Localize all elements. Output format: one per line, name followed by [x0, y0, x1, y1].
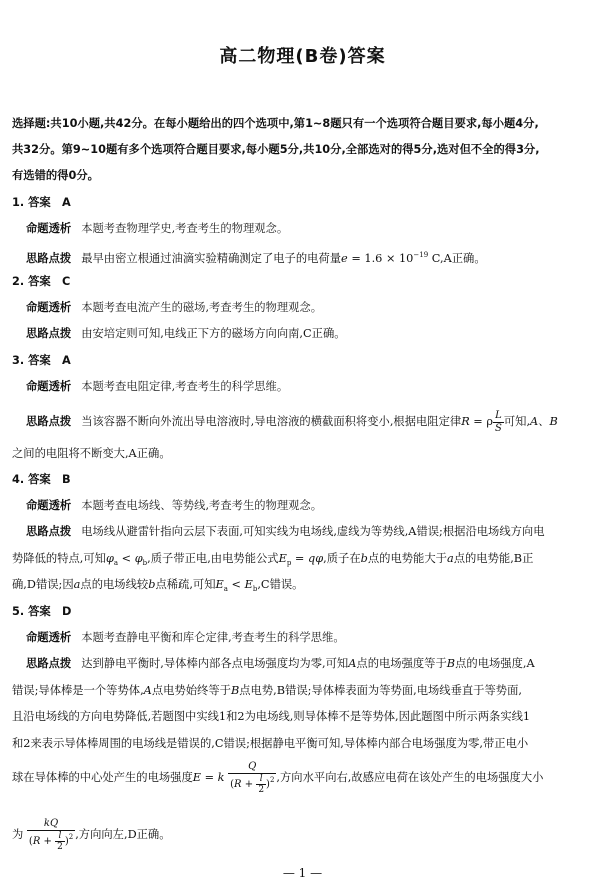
fraction-numerator-kq: kQ: [43, 818, 59, 829]
q4-analysis-text: 本题考查电场线、等势线,考查考生的物理观念。: [81, 499, 323, 512]
q3-hint: [26, 408, 558, 436]
l-symbol: l: [259, 774, 263, 784]
half-l-fraction: [256, 774, 266, 795]
analysis-label: 命题透析: [26, 222, 72, 235]
r-symbol: R: [32, 836, 41, 847]
less-than: <: [227, 578, 245, 591]
q4-l2d: 点的电势能大于: [367, 552, 447, 565]
q1-analysis-text: 本题考查物理学史,考查考生的物理观念。: [81, 222, 289, 235]
q1-answer: 1. 答案 A: [12, 196, 71, 209]
intro-line-2: 共32分。第9~10题有多个选项符合题目要求,每小题5分,共10分,全部选对的得5分,选对但不全的得3分,: [12, 143, 540, 156]
square-exponent: 2: [68, 833, 74, 841]
sub-a: a: [113, 559, 119, 567]
q5-l1c: 点的电场强度,A: [455, 657, 535, 670]
e-symbol: E: [192, 771, 202, 784]
point-b: b: [360, 552, 368, 565]
e-symbol: E: [244, 578, 253, 591]
q5-l6b: ,方向向左,D正确。: [75, 828, 171, 841]
e-symbol: E: [215, 578, 224, 591]
q3-sep: 、: [538, 415, 550, 428]
q2-analysis-text: 本题考查电流产生的磁场,考查考生的物理观念。: [81, 301, 323, 314]
hint-label: 思路点拨: [26, 525, 72, 538]
two: 2: [258, 785, 265, 795]
q5-l5b: ,方向水平向右,故感应电荷在该处产生的电场强度大小: [276, 771, 544, 784]
q5-l2c: 点电势,B错误;导体棒表面为等势面,电场线垂直于等势面,: [239, 684, 522, 697]
phi-symbol: φ: [315, 552, 324, 565]
q5-l6a: 为: [12, 828, 24, 841]
q5-l5a: 球在导体棒的中心处产生的电场强度: [12, 771, 193, 784]
analysis-label: 命题透析: [26, 499, 72, 512]
q1-hint-b: C,A正确。: [428, 252, 486, 265]
q3-point-b: B: [549, 415, 558, 428]
hint-label: 思路点拨: [26, 327, 72, 340]
sub-b: b: [142, 559, 148, 567]
q3-hint-rho: = ρ: [469, 415, 493, 428]
page-number: — 1 —: [282, 866, 323, 880]
field-fraction: [228, 761, 276, 795]
fraction-numerator-l: L: [495, 409, 502, 421]
q5-l1b: 点的电场强度等于: [356, 657, 447, 670]
hint-label: 思路点拨: [26, 415, 72, 428]
sub-a: a: [223, 585, 228, 593]
point-a: a: [73, 578, 81, 591]
hint-label: 思路点拨: [26, 657, 72, 670]
q4-l1: 电场线从避雷针指向云层下表面,可知实线为电场线,虚线为等势线,A错误;根据沿电场线方向电: [81, 525, 545, 538]
induced-field-fraction: [27, 818, 75, 852]
q5-hint-6: [12, 818, 171, 852]
q3-hint-a: 当该容器不断向外流出导电溶液时,导电溶液的横截面积将变小,根据电阻定律: [81, 415, 462, 428]
intro-line-3: 有选错的得0分。: [12, 169, 99, 182]
q4-l3c: 点稀疏,可知: [155, 578, 216, 591]
q1-analysis: [26, 222, 288, 236]
point-a: A: [143, 684, 152, 697]
q5-analysis: [26, 631, 345, 645]
q4-l3b: 点的电场线较: [80, 578, 149, 591]
q4-l2e: 点的电势能,B正: [453, 552, 534, 565]
r-symbol: R: [234, 779, 242, 790]
sub-p: p: [286, 559, 292, 567]
point-b: b: [148, 578, 156, 591]
hint-label: 思路点拨: [26, 252, 72, 265]
point-a: a: [446, 552, 454, 565]
equals: =: [291, 552, 308, 565]
point-b: B: [230, 684, 240, 697]
q5-l2b: 点电势始终等于: [151, 684, 231, 697]
q4-l2b: ,质子带正电,由电势能公式: [147, 552, 279, 565]
q5-hint-4: 和2来表示导体棒周围的电场线是错误的,C错误;根据静电平衡可知,导体棒内部合电场强度为零,带正电小: [12, 737, 529, 750]
page-title: 高二物理(B卷)答案: [219, 46, 386, 67]
phi-symbol: φ: [134, 552, 143, 565]
l-symbol: l: [58, 831, 62, 841]
q5-hint-5: [12, 761, 543, 795]
q4-answer: 4. 答案 B: [12, 473, 71, 486]
q1-hint: [26, 248, 486, 266]
q1-hint-e: e: [341, 252, 348, 265]
q1-hint-exp: −19: [413, 251, 429, 259]
less-than: <: [118, 552, 135, 565]
plus: +: [40, 836, 56, 847]
q4-l2a: 势降低的特点,可知: [12, 552, 106, 565]
e-symbol: E: [278, 552, 287, 565]
analysis-label: 命题透析: [26, 301, 72, 314]
k-symbol: k: [217, 771, 225, 784]
resistance-fraction: [493, 410, 504, 435]
equals: =: [201, 771, 218, 784]
two: 2: [57, 842, 63, 852]
q5-hint-1: [26, 657, 535, 671]
intro-line-1: 选择题:共10小题,共42分。在每小题给出的四个选项中,第1~8题只有一个选项符合题目要求,每小题4分,: [12, 117, 539, 130]
q3-hint-b: 可知,: [503, 415, 531, 428]
analysis-label: 命题透析: [26, 631, 72, 644]
fraction-denominator: (R + $\frac{l}{2}$ )$^2$: [230, 774, 275, 795]
fraction-denominator-s: S: [495, 422, 502, 434]
plus: +: [241, 779, 257, 790]
q3-answer: 3. 答案 A: [12, 354, 71, 367]
q2-hint: [26, 327, 346, 341]
q4-analysis: [26, 499, 322, 513]
q5-hint-2: [12, 684, 522, 698]
q4-l3d: ,C错误。: [257, 578, 304, 591]
q4-hint-2: [12, 552, 533, 570]
q3-point-a: A: [530, 415, 539, 428]
point-b: B: [446, 657, 456, 670]
q3-hint-r: R: [461, 415, 470, 428]
q5-hint-3: 且沿电场线的方向电势降低,若题图中实线1和2为电场线,则导体棒不是等势体,因此题图中所示两条实线1: [12, 710, 531, 723]
q5-analysis-text: 本题考查静电平衡和库仑定律,考查考生的科学思维。: [81, 631, 345, 644]
q3-hint-cont: 之间的电阻将不断变大,A正确。: [12, 447, 171, 460]
q4-hint-1: [26, 525, 545, 539]
fraction-denominator: (R + $\frac{l}{2}$ )$^2$: [28, 831, 74, 852]
q2-answer: 2. 答案 C: [12, 275, 71, 288]
q1-hint-eq: = 1.6 × 10: [347, 252, 414, 265]
q5-answer: 5. 答案 D: [12, 605, 72, 618]
q4-hint-3: [12, 578, 303, 596]
q3-analysis: [26, 380, 288, 394]
q-symbol: q: [307, 552, 316, 565]
fraction-numerator-q: Q: [248, 761, 257, 772]
q4-l3a: 确,D错误;因: [12, 578, 74, 591]
half-l-fraction: [55, 831, 65, 852]
analysis-label: 命题透析: [26, 380, 72, 393]
q2-hint-text: 由安培定则可知,电线正下方的磁场方向向南,C正确。: [81, 327, 346, 340]
q5-l1a: 达到静电平衡时,导体棒内部各点电场强度均为零,可知: [81, 657, 349, 670]
point-a: A: [348, 657, 357, 670]
square-exponent: 2: [269, 776, 275, 784]
q1-hint-a: 最早由密立根通过油滴实验精确测定了电子的电荷量: [81, 252, 342, 265]
phi-symbol: φ: [105, 552, 114, 565]
sub-b: b: [252, 585, 258, 593]
q4-l2c: ,质子在: [323, 552, 361, 565]
q3-analysis-text: 本题考查电阻定律,考查考生的科学思维。: [81, 380, 289, 393]
q5-l2a: 错误;导体棒是一个等势体,: [12, 684, 144, 697]
q2-analysis: [26, 301, 322, 315]
